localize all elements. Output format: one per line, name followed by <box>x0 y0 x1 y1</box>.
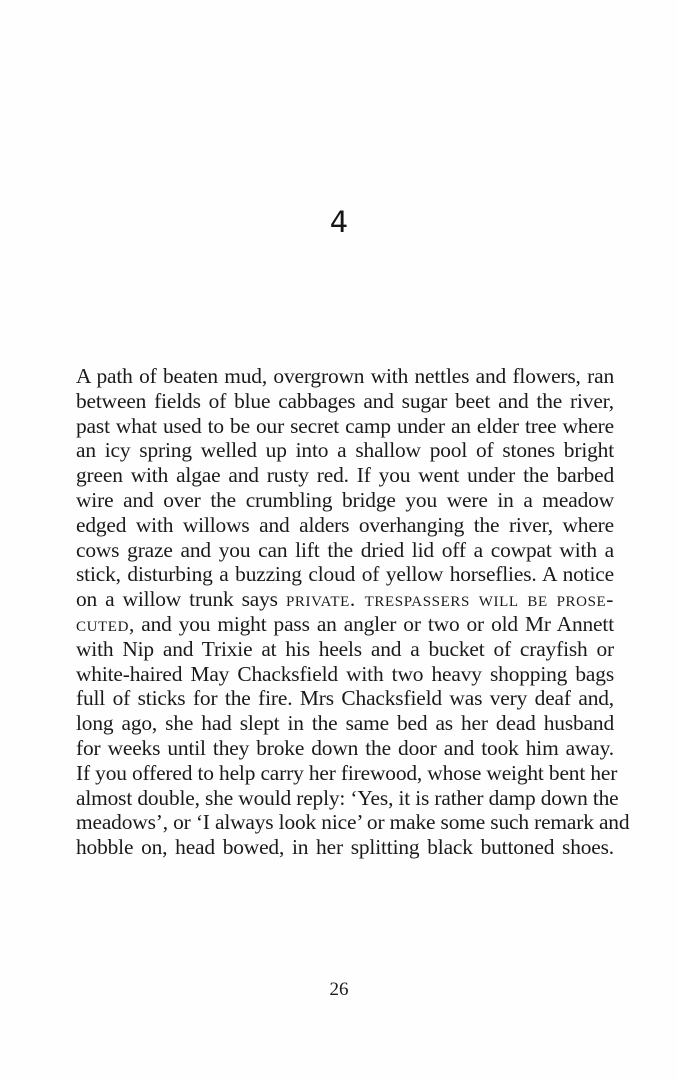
text-line: full of sticks for the fire. Mrs Chacksfield was very deaf and, <box>76 686 614 711</box>
page-number: 26 <box>329 979 349 1000</box>
text-line: long ago, she had slept in the same bed as her dead husband <box>76 711 614 736</box>
text-line: wire and over the crumbling bridge you were in a meadow <box>76 487 614 512</box>
chapter-number: 4 <box>329 205 349 239</box>
text-line: past what used to be our secret camp under an elder tree where <box>76 413 614 438</box>
text-line: for weeks until they broke down the door and took him away. <box>76 735 614 760</box>
text-line: cows graze and you can lift the dried lid off a cowpat with a <box>76 537 614 562</box>
text-line: edged with willows and alders overhanging the river, where <box>76 512 614 537</box>
text-line: an icy spring welled up into a shallow pool of stones bright <box>76 438 614 463</box>
text-run: , and you might pass an angler or two or old Mr Annett <box>129 611 614 636</box>
text-line: white-haired May Chacksfield with two heavy shopping bags <box>76 661 614 686</box>
text-line: hobble on, head bowed, in her splitting black buttoned shoes. <box>76 835 614 860</box>
body-paragraph <box>76 364 630 860</box>
text-line: If you offered to help carry her firewood, whose weight bent her <box>76 760 618 785</box>
trespass-notice-text: private. trespassers will be prose- <box>285 587 615 612</box>
text-line-with-notice <box>76 612 614 637</box>
text-line: stick, disturbing a buzzing cloud of yellow horseflies. A notice <box>76 562 614 587</box>
text-line-with-notice <box>76 587 614 612</box>
trespass-notice-text: cuted <box>76 611 129 636</box>
text-line: almost double, she would reply: ‘Yes, it is rather damp down the <box>76 785 619 810</box>
text-line: with Nip and Trixie at his heels and a bucket of crayfish or <box>76 636 614 661</box>
text-line: A path of beaten mud, overgrown with nettles and flowers, ran <box>76 364 614 388</box>
text-line: green with algae and rusty red. If you went under the barbed <box>76 463 614 488</box>
text-line: between fields of blue cabbages and sugar beet and the river, <box>76 388 614 413</box>
text-line: meadows’, or ‘I always look nice’ or make some such remark and <box>76 810 630 835</box>
text-run: on a willow trunk says <box>76 587 286 612</box>
